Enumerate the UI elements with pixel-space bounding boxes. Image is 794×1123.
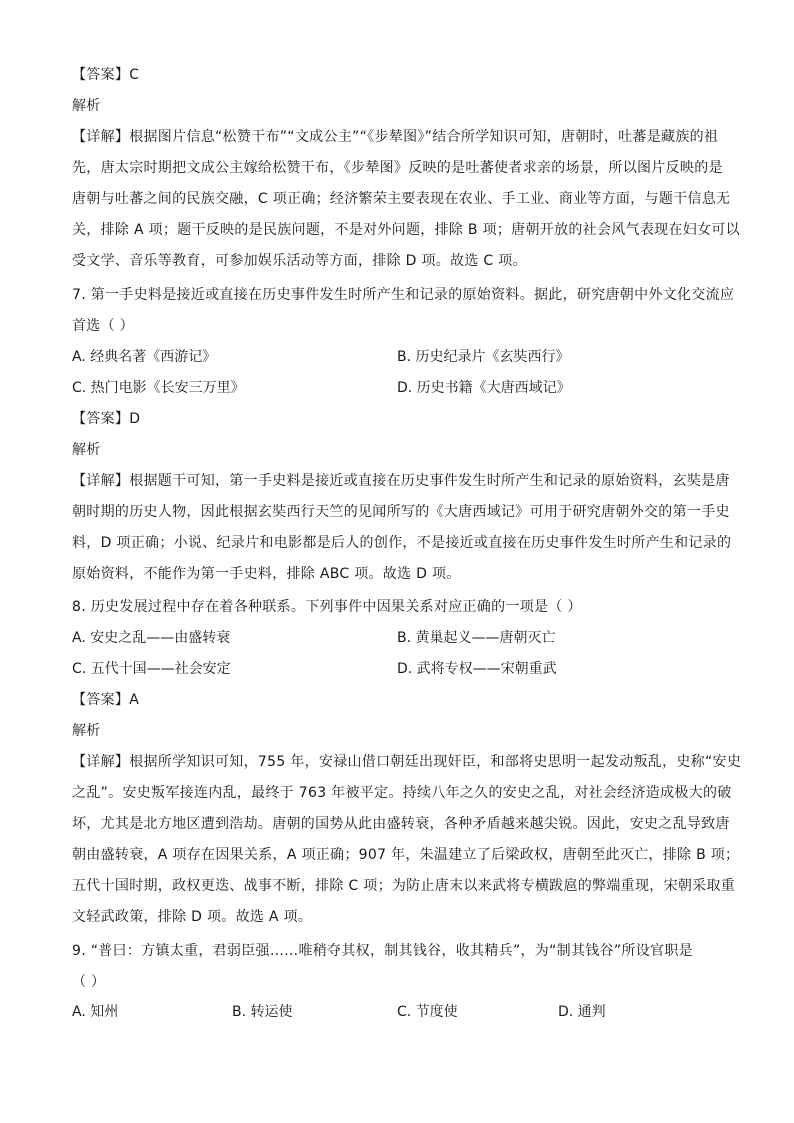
detail-line: 料，D 项正确；小说、纪录片和电影都是后人的创作，不是接近或直接在历史事件发生时所产生和记录的 <box>72 535 732 551</box>
option-b: B. 历史纪录片《玄奘西行》 <box>397 349 570 365</box>
detail-line: 朝由盛转衰，A 项存在因果关系，A 项正确；907 年，朱温建立了后梁政权，唐朝至此灭亡，排除 B 项； <box>72 847 740 863</box>
analysis-label: 解析 <box>72 98 101 114</box>
detail-line: 之乱”。安史叛军接连内乱，最终于 763 年被平定。持续八年之久的安史之乱，对社会经济造成极大的破 <box>72 785 732 801</box>
option-a: A. 知州 <box>72 1004 119 1020</box>
answer-label: 【答案】A <box>72 692 140 708</box>
detail-line: 朝时期的历史人物，因此根据玄奘西行天竺的见闻所写的《大唐西域记》可用于研究唐朝外交的第一手史 <box>72 504 730 520</box>
answer-label: 【答案】C <box>72 67 140 83</box>
question-stem: 9. “普曰：方镇太重，君弱臣强……唯稍夺其权，制其钱谷，收其精兵”，为“制其钱谷”所设官职是 <box>72 943 693 959</box>
detail-line: 原始资料，不能作为第一手史料，排除 ABC 项。故选 D 项。 <box>72 566 461 582</box>
detail-line: 受文学、音乐等教育，可参加娱乐活动等方面，排除 D 项。故选 C 项。 <box>72 253 527 269</box>
analysis-label: 解析 <box>72 442 101 458</box>
option-b: B. 转运使 <box>232 1004 293 1020</box>
detail-line: 关，排除 A 项；题干反映的是民族问题，不是对外问题，排除 B 项；唐朝开放的社会风气表现在妇女可以 <box>72 222 740 238</box>
analysis-label: 解析 <box>72 723 101 739</box>
detail-line: 【详解】根据图片信息“松赞干布”“文成公主”“《步辇图》”结合所学知识可知，唐朝时，吐蕃是藏族的祖 <box>72 129 719 145</box>
answer-label: 【答案】D <box>72 411 141 427</box>
detail-line: 【详解】根据所学知识可知，755 年，安禄山借口朝廷出现奸臣，和部将史思明一起发动叛乱，史称“安史 <box>72 754 742 770</box>
detail-line: 【详解】根据题干可知，第一手史料是接近或直接在历史事件发生时所产生和记录的原始资料，玄奘是唐 <box>72 473 730 489</box>
option-c: C. 节度使 <box>397 1004 458 1020</box>
question-stem: 8. 历史发展过程中存在着各种联系。下列事件中因果关系对应正确的一项是（ ） <box>72 599 582 615</box>
option-a: A. 安史之乱——由盛转衰 <box>72 630 231 646</box>
detail-line: 坏，尤其是北方地区遭到浩劫。唐朝的国势从此由盛转衰，各种矛盾越来越尖锐。因此，安史之乱导致唐 <box>72 816 730 832</box>
question-stem: 首选（ ） <box>72 318 134 334</box>
option-d: D. 历史书籍《大唐西域记》 <box>397 380 571 396</box>
option-c: C. 热门电影《长安三万里》 <box>72 380 245 396</box>
detail-line: 五代十国时期，政权更迭、战事不断，排除 C 项；为防止唐末以来武将专横跋扈的弊端重现，宋朝采取重 <box>72 878 736 894</box>
detail-line: 唐朝与吐蕃之间的民族交融，C 项正确；经济繁荣主要表现在农业、手工业、商业等方面，与题干信息无 <box>72 191 731 207</box>
option-d: D. 通判 <box>558 1004 606 1020</box>
question-stem: 7. 第一手史料是接近或直接在历史事件发生时所产生和记录的原始资料。据此，研究唐朝中外文化交流应 <box>72 287 735 303</box>
detail-line: 文轻武政策，排除 D 项。故选 A 项。 <box>72 909 313 925</box>
question-stem: （ ） <box>72 974 106 990</box>
option-a: A. 经典名著《西游记》 <box>72 349 217 365</box>
option-b: B. 黄巢起义——唐朝灭亡 <box>397 630 556 646</box>
option-d: D. 武将专权——宋朝重武 <box>397 661 557 677</box>
detail-line: 先，唐太宗时期把文成公主嫁给松赞干布，《步辇图》反映的是吐蕃使者求亲的场景，所以图片反映的是 <box>72 160 723 176</box>
option-c: C. 五代十国——社会安定 <box>72 661 231 677</box>
